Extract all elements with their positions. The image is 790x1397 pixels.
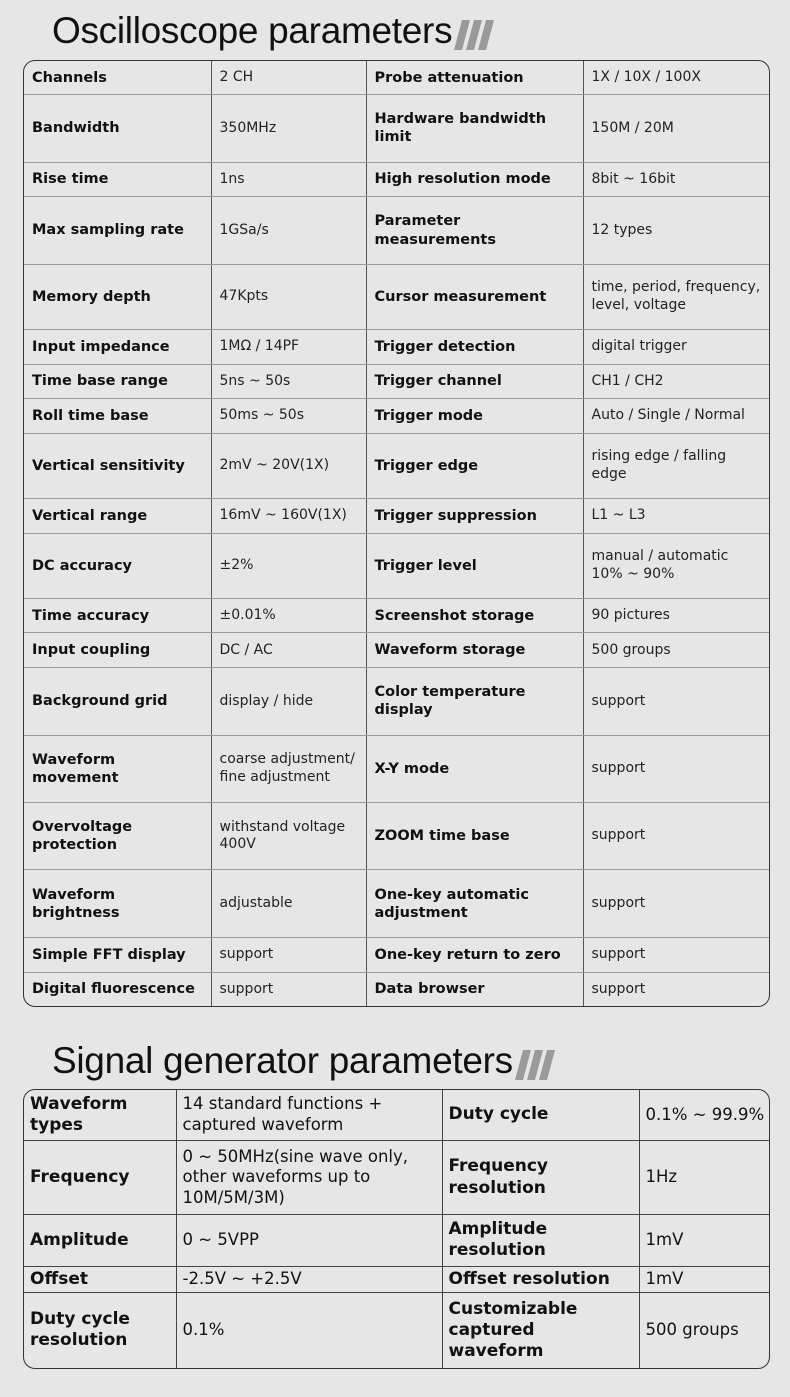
oscilloscope-table-row <box>24 972 770 1006</box>
oscilloscope-param-label: Waveform storage <box>366 633 583 668</box>
signal-generator-param-value: 0.1% <box>176 1292 442 1368</box>
oscilloscope-param-label: Waveform brightness <box>24 870 211 937</box>
oscilloscope-table-row <box>24 95 770 162</box>
signal-generator-table-row <box>24 1090 770 1141</box>
oscilloscope-param-value: 16mV ~ 160V(1X) <box>211 499 366 534</box>
signal-generator-param-value: 14 standard functions + captured waveform <box>176 1090 442 1141</box>
oscilloscope-param-label: Max sampling rate <box>24 197 211 264</box>
oscilloscope-param-value: 5ns ~ 50s <box>211 364 366 399</box>
oscilloscope-table-row <box>24 399 770 434</box>
signal-generator-section-title <box>52 1040 555 1082</box>
oscilloscope-param-label: Bandwidth <box>24 95 211 162</box>
signal-generator-parameters-table-frame <box>23 1089 770 1369</box>
oscilloscope-param-value: rising edge / falling edge <box>583 433 770 498</box>
oscilloscope-param-label: Time base range <box>24 364 211 399</box>
oscilloscope-param-label: Waveform movement <box>24 735 211 802</box>
oscilloscope-param-value: 1ns <box>211 162 366 197</box>
oscilloscope-param-label: DC accuracy <box>24 533 211 598</box>
signal-generator-param-value: -2.5V ~ +2.5V <box>176 1266 442 1292</box>
oscilloscope-param-label: Rise time <box>24 162 211 197</box>
signal-generator-table-row <box>24 1266 770 1292</box>
oscilloscope-param-value: CH1 / CH2 <box>583 364 770 399</box>
oscilloscope-param-label: Parameter measurements <box>366 197 583 264</box>
signal-generator-param-label: Offset resolution <box>442 1266 639 1292</box>
oscilloscope-param-label: Trigger detection <box>366 329 583 364</box>
oscilloscope-param-label: Trigger edge <box>366 433 583 498</box>
signal-generator-param-label: Waveform types <box>24 1090 176 1141</box>
oscilloscope-table-row <box>24 803 770 870</box>
oscilloscope-param-label: Simple FFT display <box>24 937 211 972</box>
signal-generator-table-row <box>24 1292 770 1368</box>
oscilloscope-param-label: Vertical range <box>24 499 211 534</box>
signal-generator-param-value: 1mV <box>639 1266 770 1292</box>
oscilloscope-param-label: Vertical sensitivity <box>24 433 211 498</box>
oscilloscope-param-value: support <box>211 937 366 972</box>
oscilloscope-param-value: ±0.01% <box>211 598 366 633</box>
oscilloscope-param-value: 90 pictures <box>583 598 770 633</box>
oscilloscope-table-row <box>24 364 770 399</box>
signal-generator-param-label: Amplitude resolution <box>442 1215 639 1266</box>
oscilloscope-param-value: Auto / Single / Normal <box>583 399 770 434</box>
oscilloscope-table-row <box>24 870 770 937</box>
signal-generator-param-label: Offset <box>24 1266 176 1292</box>
oscilloscope-table-row <box>24 499 770 534</box>
oscilloscope-param-label: Channels <box>24 61 211 95</box>
oscilloscope-param-label: Digital fluorescence <box>24 972 211 1006</box>
oscilloscope-section-title <box>52 10 494 52</box>
oscilloscope-param-label: Memory depth <box>24 264 211 329</box>
oscilloscope-table-row <box>24 598 770 633</box>
oscilloscope-param-label: Cursor measurement <box>366 264 583 329</box>
signal-generator-table-row <box>24 1141 770 1215</box>
oscilloscope-param-label: Trigger suppression <box>366 499 583 534</box>
oscilloscope-table-row <box>24 735 770 802</box>
oscilloscope-param-value: DC / AC <box>211 633 366 668</box>
oscilloscope-param-value: 47Kpts <box>211 264 366 329</box>
oscilloscope-param-label: Trigger mode <box>366 399 583 434</box>
signal-generator-title-text: Signal generator parameters <box>52 1040 513 1081</box>
oscilloscope-param-value: ±2% <box>211 533 366 598</box>
oscilloscope-param-value: 1MΩ / 14PF <box>211 329 366 364</box>
oscilloscope-param-value: 1X / 10X / 100X <box>583 61 770 95</box>
signal-generator-param-label: Frequency resolution <box>442 1141 639 1215</box>
oscilloscope-table-row <box>24 264 770 329</box>
signal-generator-param-value: 1Hz <box>639 1141 770 1215</box>
oscilloscope-param-label: Input coupling <box>24 633 211 668</box>
oscilloscope-param-label: Input impedance <box>24 329 211 364</box>
oscilloscope-param-label: Trigger level <box>366 533 583 598</box>
oscilloscope-parameters-table <box>24 61 770 1006</box>
oscilloscope-param-label: ZOOM time base <box>366 803 583 870</box>
oscilloscope-table-row <box>24 937 770 972</box>
signal-generator-param-value: 0.1% ~ 99.9% <box>639 1090 770 1141</box>
oscilloscope-param-value: 350MHz <box>211 95 366 162</box>
oscilloscope-param-label: One-key automatic adjustment <box>366 870 583 937</box>
oscilloscope-param-value: 1GSa/s <box>211 197 366 264</box>
oscilloscope-param-value: 500 groups <box>583 633 770 668</box>
oscilloscope-table-row <box>24 433 770 498</box>
oscilloscope-table-row <box>24 197 770 264</box>
oscilloscope-param-value: digital trigger <box>583 329 770 364</box>
slash-decoration-icon <box>515 1050 555 1080</box>
signal-generator-table-row <box>24 1215 770 1266</box>
oscilloscope-param-value: L1 ~ L3 <box>583 499 770 534</box>
signal-generator-parameters-table <box>24 1090 770 1368</box>
oscilloscope-param-label: One-key return to zero <box>366 937 583 972</box>
oscilloscope-param-label: Overvoltage protection <box>24 803 211 870</box>
signal-generator-param-label: Duty cycle <box>442 1090 639 1141</box>
oscilloscope-param-value: withstand voltage 400V <box>211 803 366 870</box>
oscilloscope-param-value: 2 CH <box>211 61 366 95</box>
oscilloscope-param-value: 12 types <box>583 197 770 264</box>
oscilloscope-param-value: adjustable <box>211 870 366 937</box>
oscilloscope-param-label: High resolution mode <box>366 162 583 197</box>
signal-generator-param-value: 500 groups <box>645 1320 739 1340</box>
oscilloscope-param-label: Time accuracy <box>24 598 211 633</box>
oscilloscope-parameters-table-frame <box>23 60 770 1007</box>
signal-generator-param-value: 0 ~ 50MHz(sine wave only, other waveforms up to 10M/5M/3M) <box>176 1141 442 1215</box>
slash-decoration-icon <box>454 20 494 50</box>
oscilloscope-param-value: support <box>211 972 366 1006</box>
oscilloscope-param-value: 8bit ~ 16bit <box>583 162 770 197</box>
oscilloscope-table-row <box>24 329 770 364</box>
oscilloscope-param-label: Roll time base <box>24 399 211 434</box>
signal-generator-param-label: Duty cycle resolution <box>24 1292 176 1368</box>
oscilloscope-param-value: 150M / 20M <box>583 95 770 162</box>
oscilloscope-param-value: 2mV ~ 20V(1X) <box>211 433 366 498</box>
oscilloscope-param-value: support <box>583 937 770 972</box>
oscilloscope-param-label: Trigger channel <box>366 364 583 399</box>
oscilloscope-table-row <box>24 633 770 668</box>
oscilloscope-param-label: Probe attenuation <box>366 61 583 95</box>
oscilloscope-param-value: manual / automatic 10% ~ 90% <box>583 533 770 598</box>
oscilloscope-table-row <box>24 61 770 95</box>
oscilloscope-param-label: Screenshot storage <box>366 598 583 633</box>
oscilloscope-table-row <box>24 162 770 197</box>
oscilloscope-param-value: support <box>583 668 770 735</box>
oscilloscope-param-value: coarse adjustment/ fine adjustment <box>211 735 366 802</box>
signal-generator-param-value: 0 ~ 5VPP <box>176 1215 442 1266</box>
oscilloscope-param-value: support <box>583 803 770 870</box>
oscilloscope-param-value: time, period, frequency, level, voltage <box>583 264 770 329</box>
oscilloscope-param-label: Background grid <box>24 668 211 735</box>
oscilloscope-param-value: support <box>583 870 770 937</box>
oscilloscope-table-row <box>24 533 770 598</box>
oscilloscope-param-value: display / hide <box>211 668 366 735</box>
signal-generator-param-value: 1mV <box>639 1215 770 1266</box>
signal-generator-param-label: Customizable captured waveform <box>442 1292 639 1368</box>
oscilloscope-table-row <box>24 668 770 735</box>
oscilloscope-param-value: support <box>591 980 646 997</box>
oscilloscope-param-label: Hardware bandwidth limit <box>366 95 583 162</box>
oscilloscope-param-value: 50ms ~ 50s <box>211 399 366 434</box>
oscilloscope-title-text: Oscilloscope parameters <box>52 10 453 51</box>
oscilloscope-param-label: Color temperature display <box>366 668 583 735</box>
oscilloscope-param-value: support <box>583 735 770 802</box>
signal-generator-param-label: Frequency <box>24 1141 176 1215</box>
oscilloscope-param-label: X-Y mode <box>366 735 583 802</box>
oscilloscope-param-label: Data browser <box>366 972 583 1006</box>
signal-generator-param-label: Amplitude <box>24 1215 176 1266</box>
